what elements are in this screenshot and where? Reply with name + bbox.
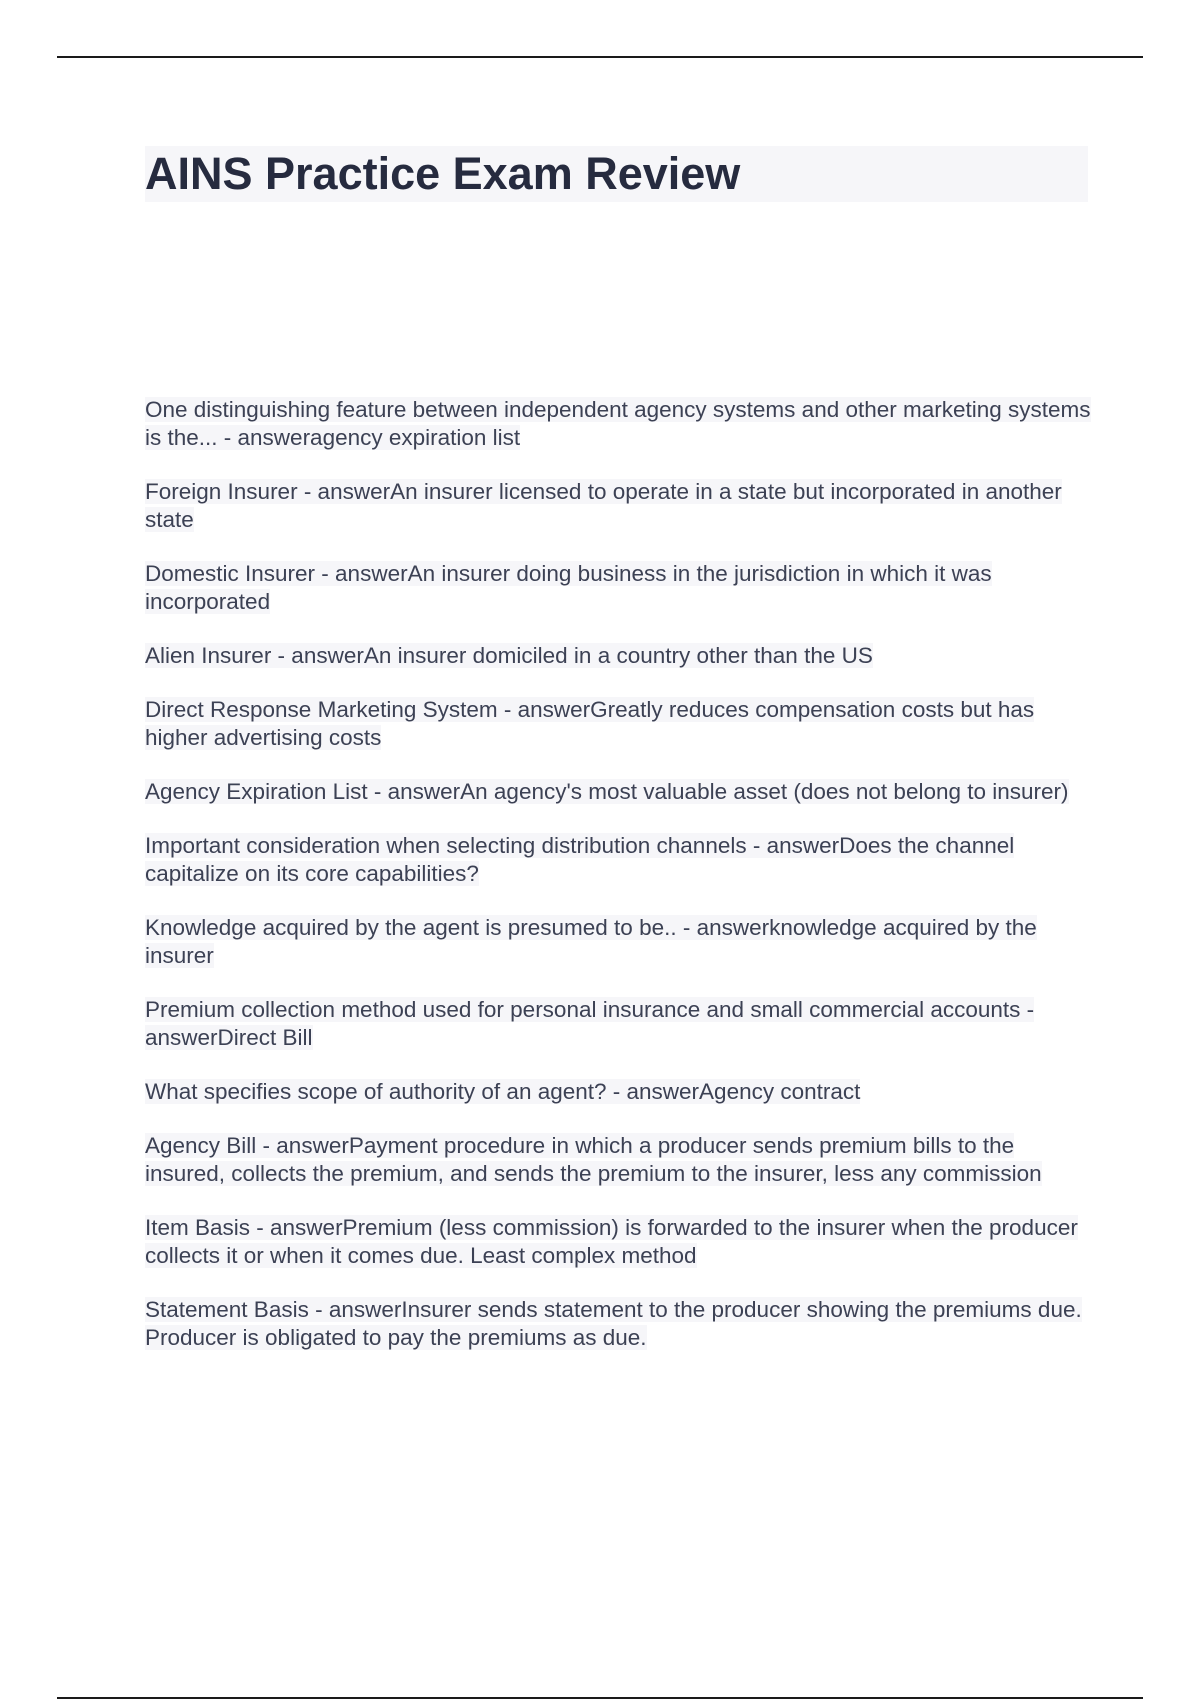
title-block [145, 146, 1088, 202]
qa-text: Important consideration when selecting distribution channels - answerDoes the channel capitalize on its core capabilities? [145, 833, 1015, 886]
top-rule [57, 56, 1143, 58]
qa-text: One distinguishing feature between independent agency systems and other marketing systems is the... - answeragency expiration list [145, 397, 1091, 450]
list-item [145, 832, 1095, 888]
list-item [145, 642, 1095, 670]
qa-text: Foreign Insurer - answerAn insurer licensed to operate in a state but incorporated in another state [145, 479, 1062, 532]
list-item [145, 560, 1095, 616]
list-item [145, 478, 1095, 534]
list-item [145, 696, 1095, 752]
page-title: AINS Practice Exam Review [145, 148, 741, 199]
list-item [145, 996, 1095, 1052]
list-item [145, 1132, 1095, 1188]
list-item [145, 396, 1095, 452]
list-item [145, 1078, 1095, 1106]
bottom-rule [57, 1697, 1143, 1699]
qa-text: Domestic Insurer - answerAn insurer doing business in the jurisdiction in which it was incorporated [145, 561, 992, 614]
list-item [145, 1296, 1095, 1352]
list-item [145, 1214, 1095, 1270]
qa-text: Item Basis - answerPremium (less commission) is forwarded to the insurer when the producer collects it or when it comes due. Least complex method [145, 1215, 1078, 1268]
qa-text: Alien Insurer - answerAn insurer domiciled in a country other than the US [145, 643, 873, 668]
qa-text: Direct Response Marketing System - answerGreatly reduces compensation costs but has higher advertising costs [145, 697, 1035, 750]
qa-list [145, 396, 1095, 1378]
qa-text: What specifies scope of authority of an agent? - answerAgency contract [145, 1079, 861, 1104]
qa-text: Agency Bill - answerPayment procedure in which a producer sends premium bills to the insured, collects the premium, and sends the premium to the insurer, less any commission [145, 1133, 1042, 1186]
list-item [145, 778, 1095, 806]
qa-text: Statement Basis - answerInsurer sends statement to the producer showing the premiums due. Producer is obligated to pay the premiums as due. [145, 1297, 1082, 1350]
qa-text: Knowledge acquired by the agent is presumed to be.. - answerknowledge acquired by the insurer [145, 915, 1037, 968]
list-item [145, 914, 1095, 970]
qa-text: Premium collection method used for personal insurance and small commercial accounts - answerDirect Bill [145, 997, 1035, 1050]
qa-text: Agency Expiration List - answerAn agency's most valuable asset (does not belong to insurer) [145, 779, 1069, 804]
